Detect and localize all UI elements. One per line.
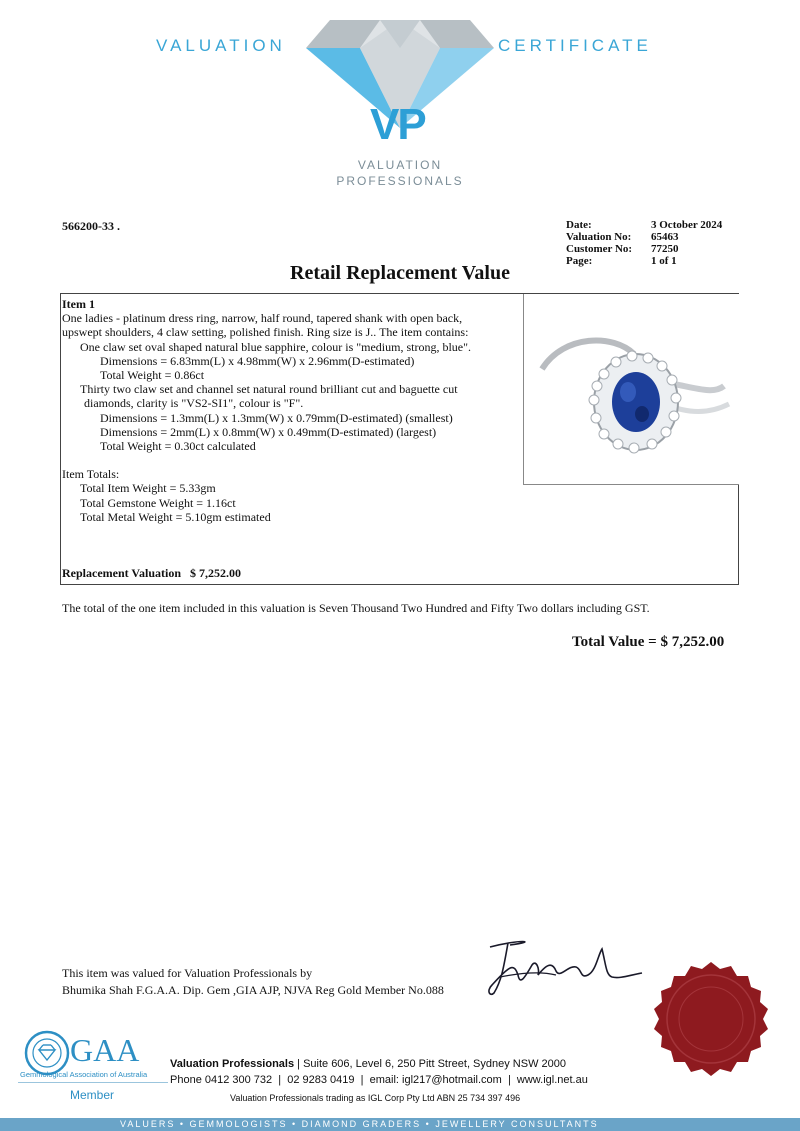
signature-icon: [480, 935, 650, 1005]
footer-address-text: | Suite 606, Level 6, 250 Pitt Street, Sydney NSW 2000: [294, 1058, 566, 1070]
item-heading: Item 1: [62, 297, 95, 311]
item-totals-heading: Item Totals:: [62, 467, 120, 482]
footer-contact: Phone 0412 300 732 | 02 9283 0419 | email: igl217@hotmail.com | www.igl.net.au: [170, 1074, 588, 1086]
item-line: Dimensions = 1.3mm(L) x 1.3mm(W) x 0.79mm(D-estimated) (smallest): [100, 410, 453, 425]
meta-label: Valuation No:: [566, 231, 632, 243]
footer-trading-as: Valuation Professionals trading as IGL Corp Pty Ltd ABN 25 734 397 496: [230, 1093, 521, 1103]
meta-row-valuation-no: [566, 231, 746, 243]
item-line: One ladies - platinum dress ring, narrow, half round, tapered shank with open back,: [62, 311, 463, 326]
meta-label: Date:: [566, 219, 592, 231]
valuer-line1: This item was valued for Valuation Professionals by: [62, 966, 313, 980]
replacement-label: Replacement Valuation: [62, 566, 182, 580]
meta-row-page: [566, 255, 746, 267]
item-description: [62, 297, 522, 524]
valuer-line2: Bhumika Shah F.G.A.A. Dip. Gem ,GIA AJP, NJVA Reg Gold Member No.088: [62, 983, 444, 997]
item-line: upswept shoulders, 4 claw setting, polished finish. Ring size is J.. The item contains:: [62, 325, 469, 340]
item-line: Dimensions = 6.83mm(L) x 4.98mm(W) x 2.96mm(D-estimated): [100, 353, 415, 368]
meta-label: Page:: [566, 255, 593, 267]
meta-value: 65463: [651, 231, 679, 243]
gaa-name: Gemmological Association of Australia: [20, 1070, 148, 1079]
item-total-line: Total Metal Weight = 5.10gm estimated: [80, 509, 271, 524]
red-seal-icon: [650, 960, 772, 1078]
gaa-letters: GAA: [70, 1032, 140, 1068]
total-value: Total Value = $ 7,252.00: [572, 634, 725, 650]
summary-text: The total of the one item included in this valuation is Seven Thousand Two Hundred and Fifty Two dollars including GST.: [62, 601, 650, 615]
meta-value: 3 October 2024: [651, 219, 723, 231]
meta-row-date: [566, 219, 746, 231]
item-total-line: Total Gemstone Weight = 1.16ct: [80, 495, 236, 510]
footer-band: [0, 1118, 800, 1131]
page-title: Retail Replacement Value: [290, 262, 510, 284]
meta-label: Customer No:: [566, 243, 633, 255]
item-line: Total Weight = 0.86ct: [100, 368, 205, 383]
meta-block: [566, 219, 746, 267]
item-line: Thirty two claw set and channel set natural round brilliant cut and baguette cut: [80, 382, 458, 397]
vp-logo-line1: VALUATION: [357, 158, 443, 172]
header-valuation-word: VALUATION: [156, 36, 286, 55]
footer-company: Valuation Professionals: [170, 1058, 295, 1070]
footer-band-text: VALUERS • GEMMOLOGISTS • DIAMOND GRADERS • JEWELLERY CONSULTANTS: [120, 1119, 599, 1129]
item-line: One claw set oval shaped natural blue sapphire, colour is "medium, strong, blue".: [80, 339, 472, 354]
item-line: diamonds, clarity is "VS2-SI1", colour is "F".: [84, 396, 304, 411]
item-line: Total Weight = 0.30ct calculated: [100, 439, 256, 454]
gaa-member: Member: [70, 1088, 115, 1102]
header-certificate-word: CERTIFICATE: [498, 36, 652, 55]
reference-number: 566200-33 .: [62, 219, 120, 233]
item-total-line: Total Item Weight = 5.33gm: [80, 481, 216, 496]
replacement-valuation: [62, 566, 241, 581]
replacement-value: $ 7,252.00: [190, 566, 242, 580]
gaa-logo: [18, 1030, 168, 1120]
vp-logo-letters: VP: [370, 100, 425, 149]
vp-logo-line2: PROFESSIONALS: [336, 174, 464, 188]
footer-address: [170, 1058, 566, 1070]
item-line: Dimensions = 2mm(L) x 0.8mm(W) x 0.49mm(D-estimated) (largest): [100, 424, 437, 439]
meta-value: 1 of 1: [651, 255, 677, 267]
meta-row-customer-no: [566, 243, 746, 255]
ring-photo: [523, 294, 739, 485]
meta-value: 77250: [651, 243, 679, 255]
